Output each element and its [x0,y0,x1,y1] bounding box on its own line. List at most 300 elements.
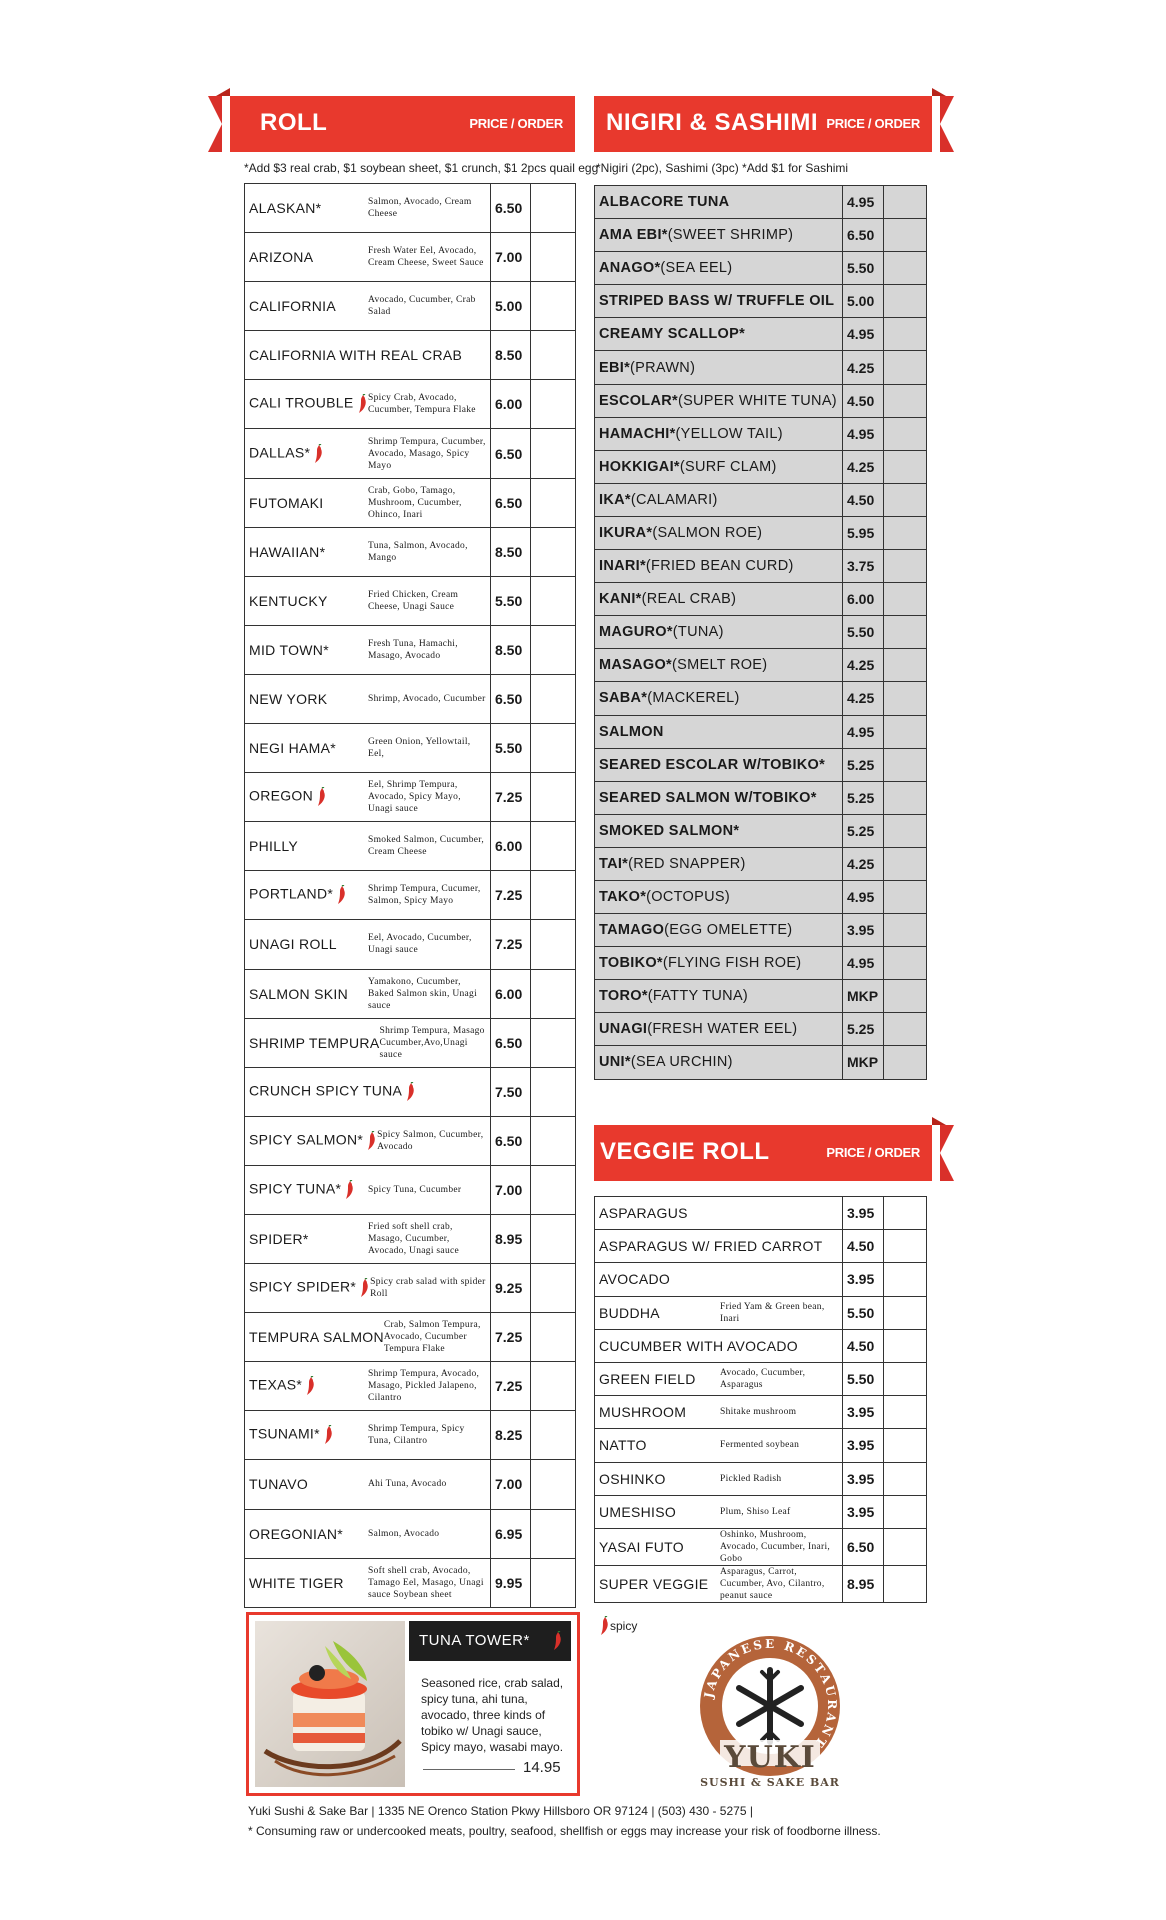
item-name-cell [245,184,491,233]
item-name-cell [595,384,843,417]
item-name: TAKO* [599,889,647,906]
item-translation: (SALMON ROE) [652,524,763,541]
item-name: IKURA* [599,524,653,541]
order-cell [531,527,576,576]
order-cell [531,380,576,429]
item-price: 6.00 [491,380,531,429]
item-price: 5.50 [843,1362,884,1395]
order-cell [531,282,576,331]
item-price: 6.50 [491,184,531,233]
item-name-cell [595,1495,843,1528]
tuna-tower-description: Seasoned rice, crab salad, spicy tuna, ahi tuna, avocado, three kinds of tobiko w/ Unagi sauce, Spicy mayo, wasabi mayo. [421,1676,564,1754]
veggie-row [595,1462,927,1495]
item-name: YASAI FUTO [599,1538,684,1555]
item-price: 4.25 [843,351,884,384]
item-translation: (TUNA) [672,624,724,641]
item-name: TEXAS* [249,1377,303,1393]
logo-ring-label: JAPANESE RESTAURANT [701,1636,840,1752]
roll-row [245,1362,576,1411]
nigiri-row [595,880,927,913]
item-price: 7.25 [491,1362,531,1411]
item-name-cell [595,1230,843,1263]
roll-table [244,183,576,1608]
item-name: BUDDHA [599,1304,660,1321]
logo-tagline: SUSHI & SAKE BAR [700,1776,840,1789]
chili-pepper-icon [312,444,324,464]
nigiri-table [594,185,927,1080]
item-name-cell [595,219,843,252]
banner-fold-left [216,88,230,96]
item-name-cell [245,233,491,282]
roll-row [245,1067,576,1116]
footer-warning: * Consuming raw or undercooked meats, poultry, seafood, shellfish or eggs may increase your risk of foodborne illness. [248,1824,881,1838]
item-description: Eel, Shrimp Tempura, Avocado, Spicy Mayo, Unagi sauce [368,780,461,815]
item-name: PHILLY [249,838,299,855]
roll-banner [230,96,575,152]
item-description: Spicy crab salad with spider Roll [370,1277,486,1300]
item-description: Smoked Salmon, Cucumber, Cream Cheese [368,835,485,858]
item-name: SPICY SALMON* [249,1131,364,1148]
item-price: 4.25 [843,682,884,715]
nigiri-row [595,1013,927,1046]
item-description: Salmon, Avocado, Cream Cheese [368,197,472,220]
item-name: UNI* [599,1054,631,1071]
item-description: Shrimp Tempura, Avocado, Masago, Pickled Jalapeno, Cilantro [368,1369,480,1404]
svg-text:JAPANESE RESTAURANT [701,1637,839,1752]
item-price: 7.00 [491,1460,531,1509]
order-cell [884,384,927,417]
order-cell [884,781,927,814]
item-name-cell [245,822,491,871]
item-name: HAMACHI* [599,425,676,442]
roll-row [245,527,576,576]
item-name-cell [595,1528,843,1565]
veggie-row [595,1296,927,1329]
item-price: 8.95 [491,1214,531,1263]
tuna-tower-divider [423,1769,515,1770]
order-cell [531,969,576,1018]
item-price: 4.95 [843,318,884,351]
item-name-cell [245,1411,491,1460]
veggie-row [595,1396,927,1429]
item-name-cell [595,1329,843,1362]
nigiri-price-label: PRICE / ORDER [826,116,920,131]
order-cell [884,1462,927,1495]
item-name: ARIZONA [249,249,314,266]
veggie-table [594,1196,927,1603]
roll-row [245,1018,576,1067]
item-name: CUCUMBER WITH AVOCADO [599,1337,798,1354]
item-description: Yamakono, Cucumber, Baked Salmon skin, Unagi sauce [368,976,478,1011]
nigiri-row [595,583,927,616]
item-price: 6.00 [491,969,531,1018]
item-description: Pickled Radish [720,1473,782,1484]
item-name: ESCOLAR* [599,392,678,409]
item-name-cell [595,1462,843,1495]
item-name: SEARED ESCOLAR W/TOBIKO* [599,756,826,773]
item-name: SMOKED SALMON* [599,822,740,839]
order-cell [531,233,576,282]
item-name: KENTUCKY [249,592,328,609]
veggie-row [595,1329,927,1362]
item-name: SEARED SALMON W/TOBIKO* [599,789,817,806]
item-name: SALMON SKIN [249,985,348,1002]
order-cell [884,252,927,285]
item-name-cell [595,583,843,616]
nigiri-row [595,318,927,351]
item-price: 4.50 [843,1329,884,1362]
order-cell [531,1067,576,1116]
roll-note: *Add $3 real crab, $1 soybean sheet, $1 crunch, $1 2pcs quail egg [244,161,599,175]
item-price: 4.95 [843,947,884,980]
item-price: 5.95 [843,516,884,549]
item-price: 4.95 [843,715,884,748]
item-name-cell [595,483,843,516]
roll-row [245,478,576,527]
roll-row [245,822,576,871]
item-name: ASPARAGUS W/ FRIED CARROT [599,1238,823,1255]
item-price: 6.50 [843,219,884,252]
item-name-cell [595,285,843,318]
item-name: FUTOMAKI [249,494,324,511]
order-cell [531,1116,576,1165]
item-name: DALLAS* [249,444,311,461]
item-name-cell [595,1263,843,1296]
item-name: STRIPED BASS W/ TRUFFLE OIL [599,293,835,310]
order-cell [531,920,576,969]
order-cell [884,847,927,880]
item-name: NEW YORK [249,690,328,707]
order-cell [531,1165,576,1214]
roll-row [245,724,576,773]
tuna-tower-price: 14.95 [523,1759,561,1776]
item-price: 9.95 [491,1558,531,1607]
item-description: Fried Chicken, Cream Cheese, Unagi Sauce [368,589,459,612]
roll-row [245,625,576,674]
item-translation: (REAL CRAB) [641,591,737,608]
order-cell [884,550,927,583]
item-price: 8.95 [843,1565,884,1602]
item-name-cell [595,1565,843,1602]
item-price: 4.25 [843,649,884,682]
veggie-title: VEGGIE ROLL [600,1138,770,1165]
order-cell [884,1396,927,1429]
item-name-cell [245,871,491,920]
item-name-cell [245,1165,491,1214]
order-cell [531,724,576,773]
veggie-row [595,1495,927,1528]
item-price: 3.95 [843,914,884,947]
item-name: TUNAVO [249,1476,309,1493]
item-name-cell [595,980,843,1013]
order-cell [884,186,927,219]
order-cell [884,616,927,649]
roll-row [245,184,576,233]
roll-row [245,282,576,331]
item-name-cell [595,351,843,384]
item-price: 9.25 [491,1264,531,1313]
item-translation: (FRIED BEAN CURD) [645,558,794,575]
nigiri-row [595,781,927,814]
item-price: 8.25 [491,1411,531,1460]
order-cell [884,1046,927,1079]
item-name-cell [595,880,843,913]
order-cell [884,483,927,516]
order-cell [884,947,927,980]
item-name-cell [245,527,491,576]
roll-row [245,1558,576,1607]
roll-price-label: PRICE / ORDER [469,116,563,131]
item-name-cell [245,1116,491,1165]
order-cell [884,914,927,947]
item-name-cell [595,1013,843,1046]
item-name-cell [595,781,843,814]
order-cell [884,649,927,682]
banner-ribbon-right [940,1125,954,1181]
item-price: 3.95 [843,1263,884,1296]
item-name-cell [595,682,843,715]
item-translation: (SUPER WHITE TUNA) [677,392,837,409]
item-description: Fermented soybean [720,1440,800,1451]
logo-name: YUKI [724,1740,816,1775]
item-price: 3.95 [843,1396,884,1429]
item-description: Ahi Tuna, Avocado [368,1479,447,1490]
item-price: 4.50 [843,384,884,417]
item-name-cell [245,1018,491,1067]
nigiri-row [595,814,927,847]
item-translation: (SWEET SHRIMP) [667,227,794,244]
chili-pepper-icon [404,1082,416,1102]
nigiri-row [595,947,927,980]
order-cell [884,1429,927,1462]
item-name: SABA* [599,690,648,707]
item-name: MID TOWN* [249,641,329,658]
chili-pepper-icon [358,1278,370,1298]
item-description: Spicy Tuna, Cucumber [368,1184,462,1195]
order-cell [531,871,576,920]
order-cell [531,1264,576,1313]
item-price: 7.00 [491,233,531,282]
item-name: NATTO [599,1437,647,1454]
order-cell [884,814,927,847]
item-name: ALBACORE TUNA [599,194,730,211]
item-price: 3.95 [843,1462,884,1495]
item-description: Tuna, Salmon, Avocado, Mango [368,540,468,563]
item-price: 7.25 [491,920,531,969]
item-name: ALASKAN* [249,200,322,217]
order-cell [884,715,927,748]
roll-row [245,1116,576,1165]
item-translation: (FLYING FISH ROE) [662,955,802,972]
tuna-tower-header [409,1621,571,1661]
order-cell [531,1411,576,1460]
item-name-cell [595,252,843,285]
item-name: CALI TROUBLE [249,395,354,412]
item-description: Avocado, Cucumber, Asparagus [720,1368,806,1391]
roll-row [245,1509,576,1558]
order-cell [531,1558,576,1607]
nigiri-row [595,715,927,748]
item-price: 3.75 [843,550,884,583]
roll-row [245,969,576,1018]
item-translation: (CALAMARI) [630,491,718,508]
item-price: 6.95 [491,1509,531,1558]
item-translation: (RED SNAPPER) [628,855,746,872]
tuna-tower-card [246,1612,580,1796]
item-translation: (PRAWN) [630,359,696,376]
item-description: Fresh Tuna, Hamachi, Masago, Avocado [368,638,458,661]
item-name-cell [595,616,843,649]
order-cell [531,773,576,822]
nigiri-row [595,516,927,549]
item-translation: (YELLOW TAIL) [675,425,783,442]
item-description: Shrimp Tempura, Masago Cucumber,Avo,Unagi sauce [379,1025,485,1060]
item-translation: (FATTY TUNA) [647,988,749,1005]
nigiri-row [595,1046,927,1079]
item-name: KANI* [599,591,642,608]
veggie-row [595,1362,927,1395]
order-cell [884,1565,927,1602]
item-price: 8.50 [491,527,531,576]
roll-row [245,1214,576,1263]
item-price: 4.50 [843,1230,884,1263]
item-translation: (OCTOPUS) [646,889,730,906]
item-price: 8.50 [491,625,531,674]
item-name: MUSHROOM [599,1404,687,1421]
order-cell [531,1460,576,1509]
item-name: OSHINKO [599,1470,666,1487]
item-price: 6.50 [491,1116,531,1165]
item-name: TOBIKO* [599,955,663,972]
nigiri-row [595,682,927,715]
nigiri-row [595,186,927,219]
roll-row [245,380,576,429]
order-cell [884,1263,927,1296]
order-cell [531,184,576,233]
item-price: 5.00 [843,285,884,318]
veggie-banner [594,1125,932,1181]
item-name: SHRIMP TEMPURA [249,1034,380,1051]
nigiri-row [595,252,927,285]
banner-fold-right [932,88,946,96]
order-cell [884,1329,927,1362]
item-description: Spicy Crab, Avocado, Cucumber, Tempura Flake [368,393,476,416]
order-cell [531,1313,576,1362]
roll-row [245,773,576,822]
item-price: 3.95 [843,1197,884,1230]
item-name: UNAGI [599,1021,648,1038]
order-cell [531,674,576,723]
item-price: 8.50 [491,331,531,380]
item-price: 4.50 [843,483,884,516]
item-name: TORO* [599,988,648,1005]
item-name: WHITE TIGER [249,1574,344,1591]
chili-pepper-icon [356,394,368,414]
chili-pepper-icon [598,1616,610,1636]
item-name-cell [245,478,491,527]
item-name-cell [595,1197,843,1230]
order-cell [531,478,576,527]
order-cell [884,516,927,549]
item-name: SPIDER* [249,1231,309,1248]
item-name-cell [245,429,491,478]
item-name: CRUNCH SPICY TUNA [249,1082,403,1099]
tuna-tower-illustration [255,1621,405,1787]
item-price: 7.50 [491,1067,531,1116]
order-cell [884,219,927,252]
nigiri-row [595,649,927,682]
veggie-row [595,1565,927,1602]
item-name: SALMON [599,723,664,740]
chili-pepper-icon [315,787,327,807]
roll-row [245,1411,576,1460]
order-cell [531,1362,576,1411]
nigiri-row [595,450,927,483]
item-description: Fresh Water Eel, Avocado, Cream Cheese, Sweet Sauce [368,246,484,269]
order-cell [884,1230,927,1263]
item-name-cell [595,1046,843,1079]
item-name: SPICY TUNA* [249,1180,342,1197]
item-name-cell [245,724,491,773]
order-cell [531,625,576,674]
roll-row [245,1313,576,1362]
item-name: HOKKIGAI* [599,458,680,475]
item-price: 4.25 [843,450,884,483]
item-name: IKA* [599,491,631,508]
item-translation: (FRESH WATER EEL) [647,1021,798,1038]
item-price: 4.95 [843,186,884,219]
item-name: CALIFORNIA [249,298,337,315]
item-price: 7.25 [491,1313,531,1362]
item-price: 5.25 [843,814,884,847]
item-name: MAGURO* [599,624,673,641]
item-price: MKP [843,1046,884,1079]
item-name-cell [245,625,491,674]
item-name: GREEN FIELD [599,1371,696,1388]
order-cell [531,429,576,478]
item-name-cell [245,1558,491,1607]
item-price: 6.50 [491,1018,531,1067]
item-name: SUPER VEGGIE [599,1575,709,1592]
item-name-cell [245,380,491,429]
item-name-cell [245,1460,491,1509]
item-description: Fried soft shell crab, Masago, Cucumber, Avocado, Unagi sauce [368,1222,460,1257]
item-name-cell [245,331,491,380]
item-name: ASPARAGUS [599,1205,688,1222]
item-description: Soft shell crab, Avocado, Tamago Eel, Masago, Unagi sauce Soybean sheet [368,1565,484,1600]
item-name: HAWAIIAN* [249,543,326,560]
item-price: 3.95 [843,1429,884,1462]
item-translation: (SMELT ROE) [672,657,768,674]
order-cell [884,450,927,483]
chili-pepper-icon [304,1376,316,1396]
item-name-cell [595,186,843,219]
item-name: AVOCADO [599,1271,671,1288]
roll-title: ROLL [260,109,328,136]
item-price: 5.50 [843,616,884,649]
item-price: 6.00 [843,583,884,616]
item-price: 5.50 [491,576,531,625]
nigiri-row [595,847,927,880]
nigiri-title: NIGIRI & SASHIMI [606,109,819,136]
item-price: 3.95 [843,1495,884,1528]
item-name-cell [245,773,491,822]
item-translation: (SEA EEL) [660,260,733,277]
item-name: SPICY SPIDER* [249,1278,357,1295]
item-name: EBI* [599,359,631,376]
item-price: 4.95 [843,880,884,913]
item-name: INARI* [599,558,646,575]
